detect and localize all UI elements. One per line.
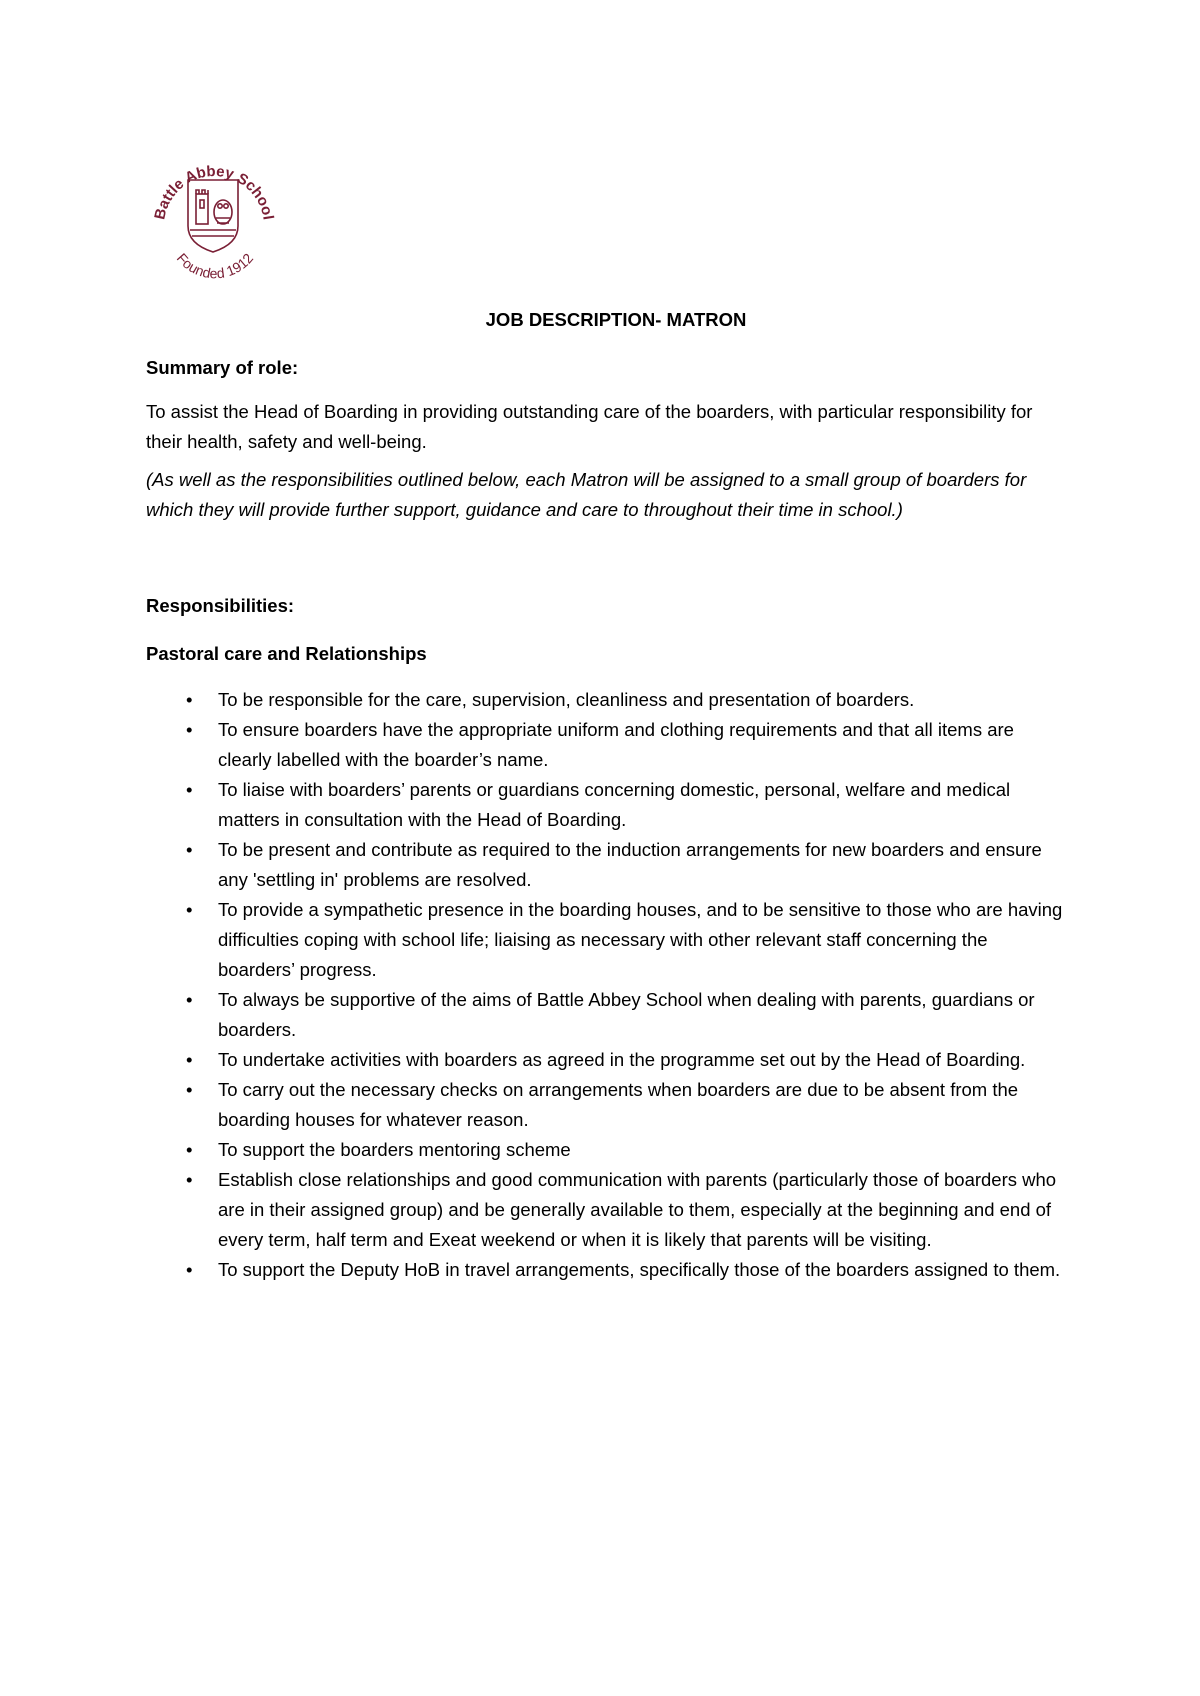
responsibilities-heading: Responsibilities: — [146, 595, 295, 616]
summary-text: To assist the Head of Boarding in providing outstanding care of the boarders, with particular responsibility for their health, safety and well-being. — [146, 401, 1033, 452]
bullet-icon: • — [186, 1169, 193, 1190]
list-item — [146, 715, 1066, 775]
bullet-icon: • — [186, 1079, 193, 1100]
list-item — [146, 1255, 1066, 1285]
list-item-text: To support the Deputy HoB in travel arrangements, specifically those of the boarders assigned to them. — [218, 1259, 1061, 1280]
bullet-icon: • — [186, 1139, 193, 1160]
summary-note: (As well as the responsibilities outlined below, each Matron will be assigned to a small group of boarders for which they will provide further support, guidance and care to throughout their time in school.) — [146, 469, 1027, 520]
bullet-icon: • — [186, 689, 193, 710]
bullet-icon: • — [186, 839, 193, 860]
bullet-icon: • — [186, 1049, 193, 1070]
summary-heading: Summary of role: — [146, 357, 299, 378]
list-item-text: To ensure boarders have the appropriate uniform and clothing requirements and that all items are clearly labelled with the boarder’s name. — [218, 719, 1014, 770]
list-item-text: To always be supportive of the aims of Battle Abbey School when dealing with parents, guardians or boarders. — [218, 989, 1035, 1040]
crest-bottom-text: Founded 1912 — [173, 250, 257, 282]
list-item — [146, 1045, 1066, 1075]
list-item — [146, 985, 1066, 1045]
bullet-icon: • — [186, 989, 193, 1010]
list-item-text: To be present and contribute as required to the induction arrangements for new boarders and ensure any 'settling in' problems are resolved. — [218, 839, 1042, 890]
list-item-text: To support the boarders mentoring scheme — [218, 1139, 571, 1160]
bullet-icon: • — [186, 899, 193, 920]
list-item — [146, 1135, 1066, 1165]
school-crest-logo — [146, 148, 280, 288]
svg-text:Founded 1912 — [174, 250, 257, 281]
bullet-icon: • — [186, 1259, 193, 1280]
list-item-text: Establish close relationships and good communication with parents (particularly those of boarders who are in their assigned group) and be generally available to them, especially at the beginning and end of every term, half term and Exeat weekend or when it is likely that parents will be visiting. — [218, 1169, 1057, 1250]
list-item-text: To be responsible for the care, supervision, cleanliness and presentation of boarders. — [218, 689, 915, 710]
list-item — [146, 775, 1066, 835]
crest-top-text: Battle Abbey School — [151, 162, 277, 222]
list-item-text: To carry out the necessary checks on arrangements when boarders are due to be absent from the boarding houses for whatever reason. — [218, 1079, 1019, 1130]
list-item — [146, 685, 1066, 715]
list-item-text: To liaise with boarders’ parents or guardians concerning domestic, personal, welfare and medical matters in consultation with the Head of Boarding. — [218, 779, 1011, 830]
bullet-icon: • — [186, 779, 193, 800]
list-item — [146, 1165, 1066, 1255]
document-body — [146, 300, 1066, 1285]
list-item — [146, 895, 1066, 985]
pastoral-care-heading: Pastoral care and Relationships — [146, 643, 427, 664]
duties-list — [146, 685, 1066, 1285]
list-item — [146, 1075, 1066, 1135]
list-item-text: To provide a sympathetic presence in the boarding houses, and to be sensitive to those who are having difficulties coping with school life; liaising as necessary with other relevant staff concerning the boarders’ progress. — [218, 899, 1063, 980]
bullet-icon: • — [186, 719, 193, 740]
list-item — [146, 835, 1066, 895]
document-title: JOB DESCRIPTION- MATRON — [485, 309, 747, 330]
list-item-text: To undertake activities with boarders as agreed in the programme set out by the Head of Boarding. — [218, 1049, 1026, 1070]
